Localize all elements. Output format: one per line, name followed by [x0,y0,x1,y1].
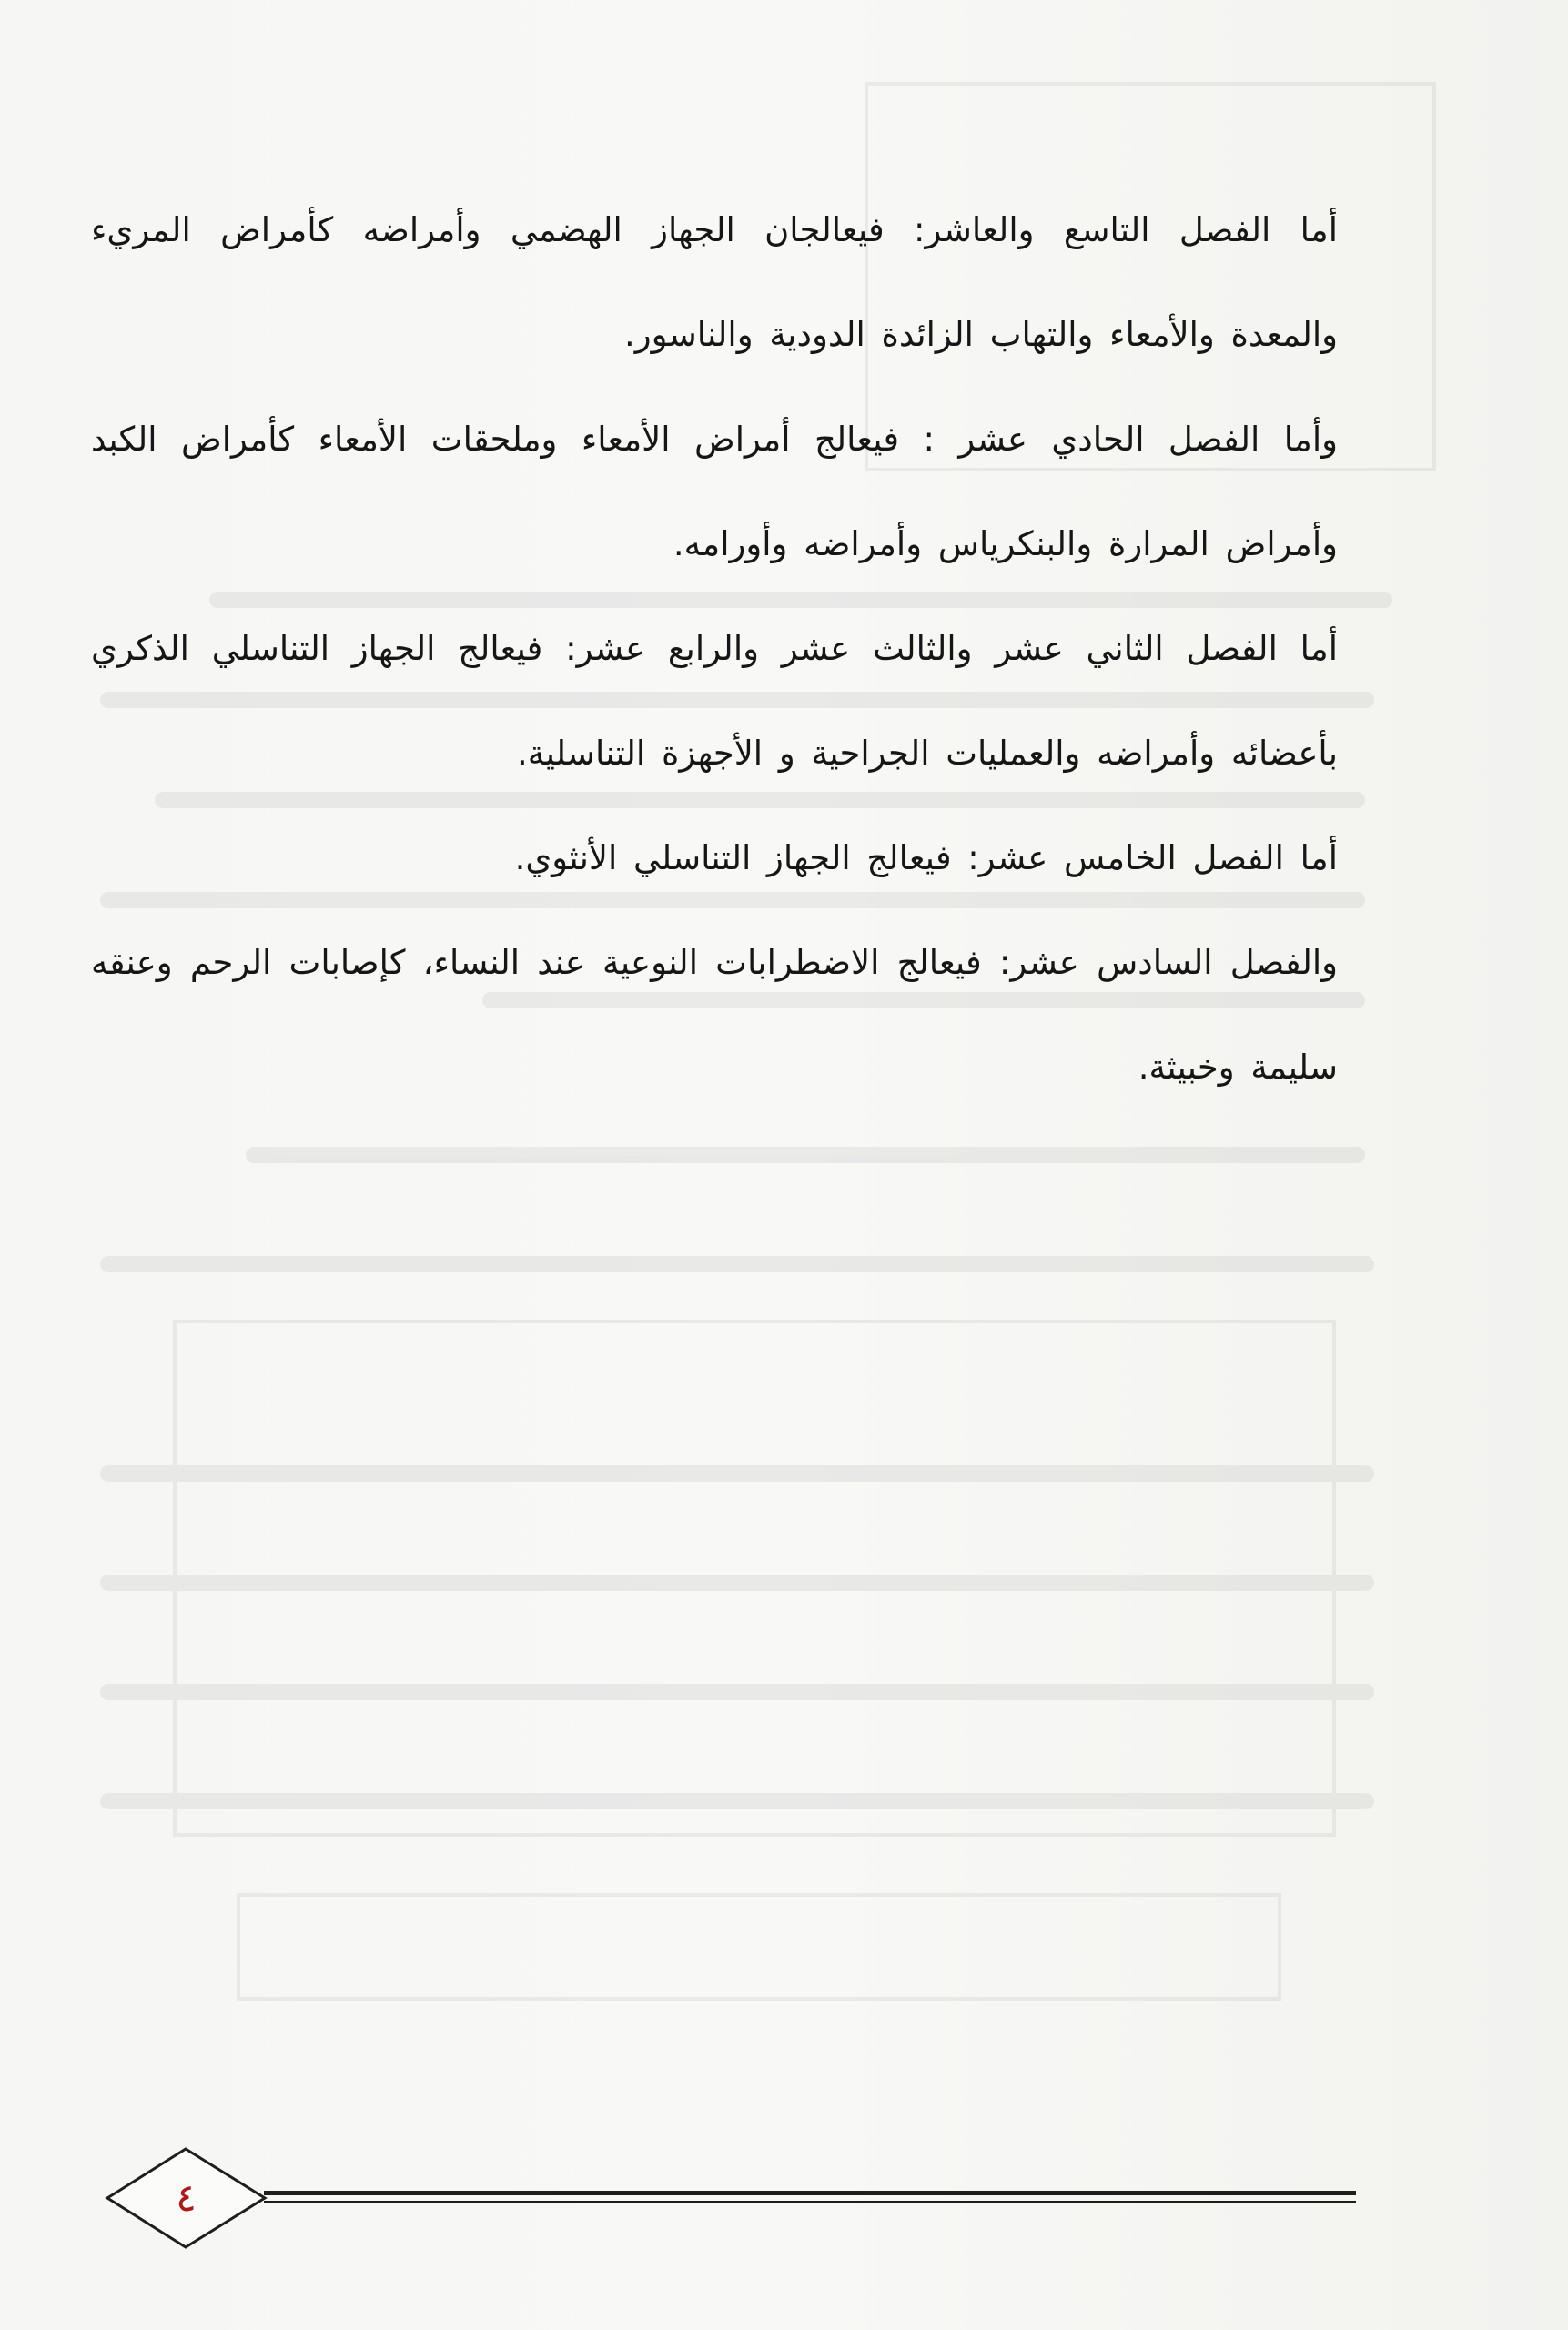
paragraph-chapters-9-10: أما الفصل التاسع والعاشر: فيعالجان الجهاز الهضمي وأمراضه كأمراض المريء والمعدة والأمعاء والتهاب الزائدة الدودية والناسور. [91,210,1338,354]
paragraph-chapters-12-14: أما الفصل الثاني عشر والثالث عشر والرابع عشر: فيعالج الجهاز التناسلي الذكري بأعضائه وأمراضه والعمليات الجراحية و الأجهزة التناسلية. [91,629,1338,773]
footer-rule-thin [264,2201,1356,2203]
paragraph-chapter-11: وأما الفصل الحادي عشر : فيعالج أمراض الأمعاء وملحقات الأمعاء كأمراض الكبد وأمراض المرارة والبنكرياس وأمراضه وأورامه. [91,420,1338,563]
paragraph-chapter-15: أما الفصل الخامس عشر: فيعالج الجهاز التناسلي الأنثوي. [514,838,1338,877]
body-text [91,177,1338,1119]
page-number: ٤ [176,2175,197,2220]
footer-rule-thick [264,2191,1356,2195]
paragraph-chapter-16: والفصل السادس عشر: فيعالج الاضطرابات النوعية عند النساء، كإصابات الرحم وعنقه سليمة وخبيثة. [91,943,1338,1087]
page-number-badge [102,2143,270,2253]
